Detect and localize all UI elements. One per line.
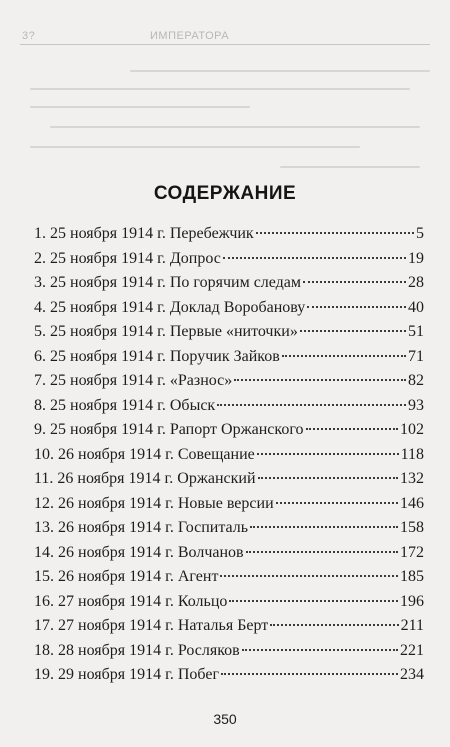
toc-entry-label: 4. 25 ноября 1914 г. Доклад Воробанову bbox=[34, 298, 306, 316]
toc-leader-dots bbox=[282, 354, 406, 357]
toc-leader-dots bbox=[300, 329, 406, 332]
toc-entry bbox=[34, 614, 424, 639]
toc-leader-dots bbox=[246, 550, 398, 553]
toc-leader-dots bbox=[270, 623, 398, 626]
toc-leader-dots bbox=[258, 476, 398, 479]
toc-entry-label: 8. 25 ноября 1914 г. Обыск bbox=[34, 396, 216, 414]
toc-entry-label: 18. 28 ноября 1914 г. Росляков bbox=[34, 641, 240, 659]
toc-entry-page: 28 bbox=[408, 274, 424, 291]
toc-entry-label: 15. 26 ноября 1914 г. Агент bbox=[34, 568, 219, 585]
toc-entry-label: 14. 26 ноября 1914 г. Волчанов bbox=[34, 543, 244, 561]
toc-entry-label: 7. 25 ноября 1914 г. «Разнос» bbox=[34, 372, 233, 389]
toc-entry-label: 9. 25 ноября 1914 г. Рапорт Оржанского bbox=[34, 421, 304, 438]
toc-entry bbox=[34, 247, 424, 272]
toc-entry-page: 211 bbox=[400, 617, 424, 634]
toc-entry bbox=[34, 443, 424, 468]
toc-entry-page: 118 bbox=[400, 445, 424, 463]
toc-leader-dots bbox=[221, 672, 398, 675]
toc-entry-page: 19 bbox=[408, 249, 424, 267]
table-of-contents bbox=[34, 222, 424, 688]
toc-leader-dots bbox=[242, 648, 398, 651]
toc-entry bbox=[34, 639, 424, 664]
show-through-text-line bbox=[50, 126, 420, 128]
toc-entry-page: 221 bbox=[400, 641, 424, 659]
toc-entry-label: 11. 26 ноября 1914 г. Оржанский bbox=[34, 470, 256, 487]
toc-entry bbox=[34, 320, 424, 345]
toc-entry bbox=[34, 492, 424, 517]
toc-entry-page: 158 bbox=[400, 519, 424, 536]
toc-leader-dots bbox=[229, 599, 398, 602]
toc-leader-dots bbox=[220, 574, 398, 577]
show-through-page-number: 3? bbox=[22, 30, 36, 42]
show-through-text-line bbox=[280, 166, 420, 168]
toc-entry bbox=[34, 418, 424, 443]
toc-entry-label: 5. 25 ноября 1914 г. Первые «ниточки» bbox=[34, 323, 298, 340]
toc-entry-page: 40 bbox=[408, 298, 424, 316]
toc-entry-label: 13. 26 ноября 1914 г. Госпиталь bbox=[34, 519, 249, 536]
show-through-text-line bbox=[130, 70, 430, 72]
toc-leader-dots bbox=[303, 280, 406, 283]
toc-entry bbox=[34, 516, 424, 541]
show-through-text-line bbox=[30, 146, 360, 148]
show-through-running-header bbox=[0, 30, 450, 44]
show-through-header-text: ИМПЕРАТОРА bbox=[150, 30, 230, 42]
toc-entry-label: 17. 27 ноября 1914 г. Наталья Берт bbox=[34, 617, 269, 634]
toc-leader-dots bbox=[307, 305, 406, 308]
toc-entry-label: 1. 25 ноября 1914 г. Перебежчик bbox=[34, 225, 254, 242]
toc-leader-dots bbox=[234, 378, 406, 381]
show-through-text-line bbox=[30, 106, 250, 108]
toc-entry-page: 172 bbox=[400, 543, 424, 561]
toc-entry-label: 3. 25 ноября 1914 г. По горячим следам bbox=[34, 274, 302, 291]
toc-entry bbox=[34, 394, 424, 419]
toc-leader-dots bbox=[276, 501, 398, 504]
toc-leader-dots bbox=[223, 256, 406, 259]
toc-entry-page: 132 bbox=[400, 470, 424, 487]
toc-entry bbox=[34, 467, 424, 492]
toc-entry bbox=[34, 296, 424, 321]
toc-leader-dots bbox=[256, 231, 414, 234]
toc-entry-label: 16. 27 ноября 1914 г. Кольцо bbox=[34, 592, 228, 610]
toc-entry-page: 71 bbox=[408, 347, 424, 365]
toc-entry-page: 5 bbox=[416, 225, 424, 242]
toc-entry-page: 82 bbox=[408, 372, 424, 389]
toc-leader-dots bbox=[306, 427, 398, 430]
toc-entry bbox=[34, 222, 424, 247]
toc-entry bbox=[34, 590, 424, 615]
toc-entry-label: 12. 26 ноября 1914 г. Новые версии bbox=[34, 494, 274, 512]
toc-entry-page: 185 bbox=[400, 568, 424, 585]
show-through-header-rule bbox=[20, 44, 430, 45]
toc-leader-dots bbox=[250, 525, 398, 528]
toc-leader-dots bbox=[257, 452, 399, 455]
toc-entry-page: 102 bbox=[400, 421, 424, 438]
toc-entry bbox=[34, 345, 424, 370]
page-number: 350 bbox=[213, 711, 237, 727]
page-title: СОДЕРЖАНИЕ bbox=[153, 183, 297, 204]
toc-entry-label: 19. 29 ноября 1914 г. Побег bbox=[34, 666, 220, 683]
toc-entry-page: 196 bbox=[400, 592, 424, 610]
toc-entry bbox=[34, 663, 424, 688]
toc-entry bbox=[34, 565, 424, 590]
toc-entry-label: 10. 26 ноября 1914 г. Совещание bbox=[34, 445, 255, 463]
toc-entry-label: 6. 25 ноября 1914 г. Поручик Зайков bbox=[34, 347, 280, 365]
toc-entry-page: 234 bbox=[400, 666, 424, 683]
show-through-text-line bbox=[30, 88, 410, 90]
toc-entry bbox=[34, 271, 424, 296]
toc-entry-label: 2. 25 ноября 1914 г. Допрос bbox=[34, 249, 221, 267]
toc-entry bbox=[34, 369, 424, 394]
toc-entry bbox=[34, 541, 424, 566]
toc-leader-dots bbox=[217, 403, 406, 406]
toc-entry-page: 51 bbox=[408, 323, 424, 340]
toc-entry-page: 146 bbox=[400, 494, 424, 512]
toc-entry-page: 93 bbox=[408, 396, 424, 414]
